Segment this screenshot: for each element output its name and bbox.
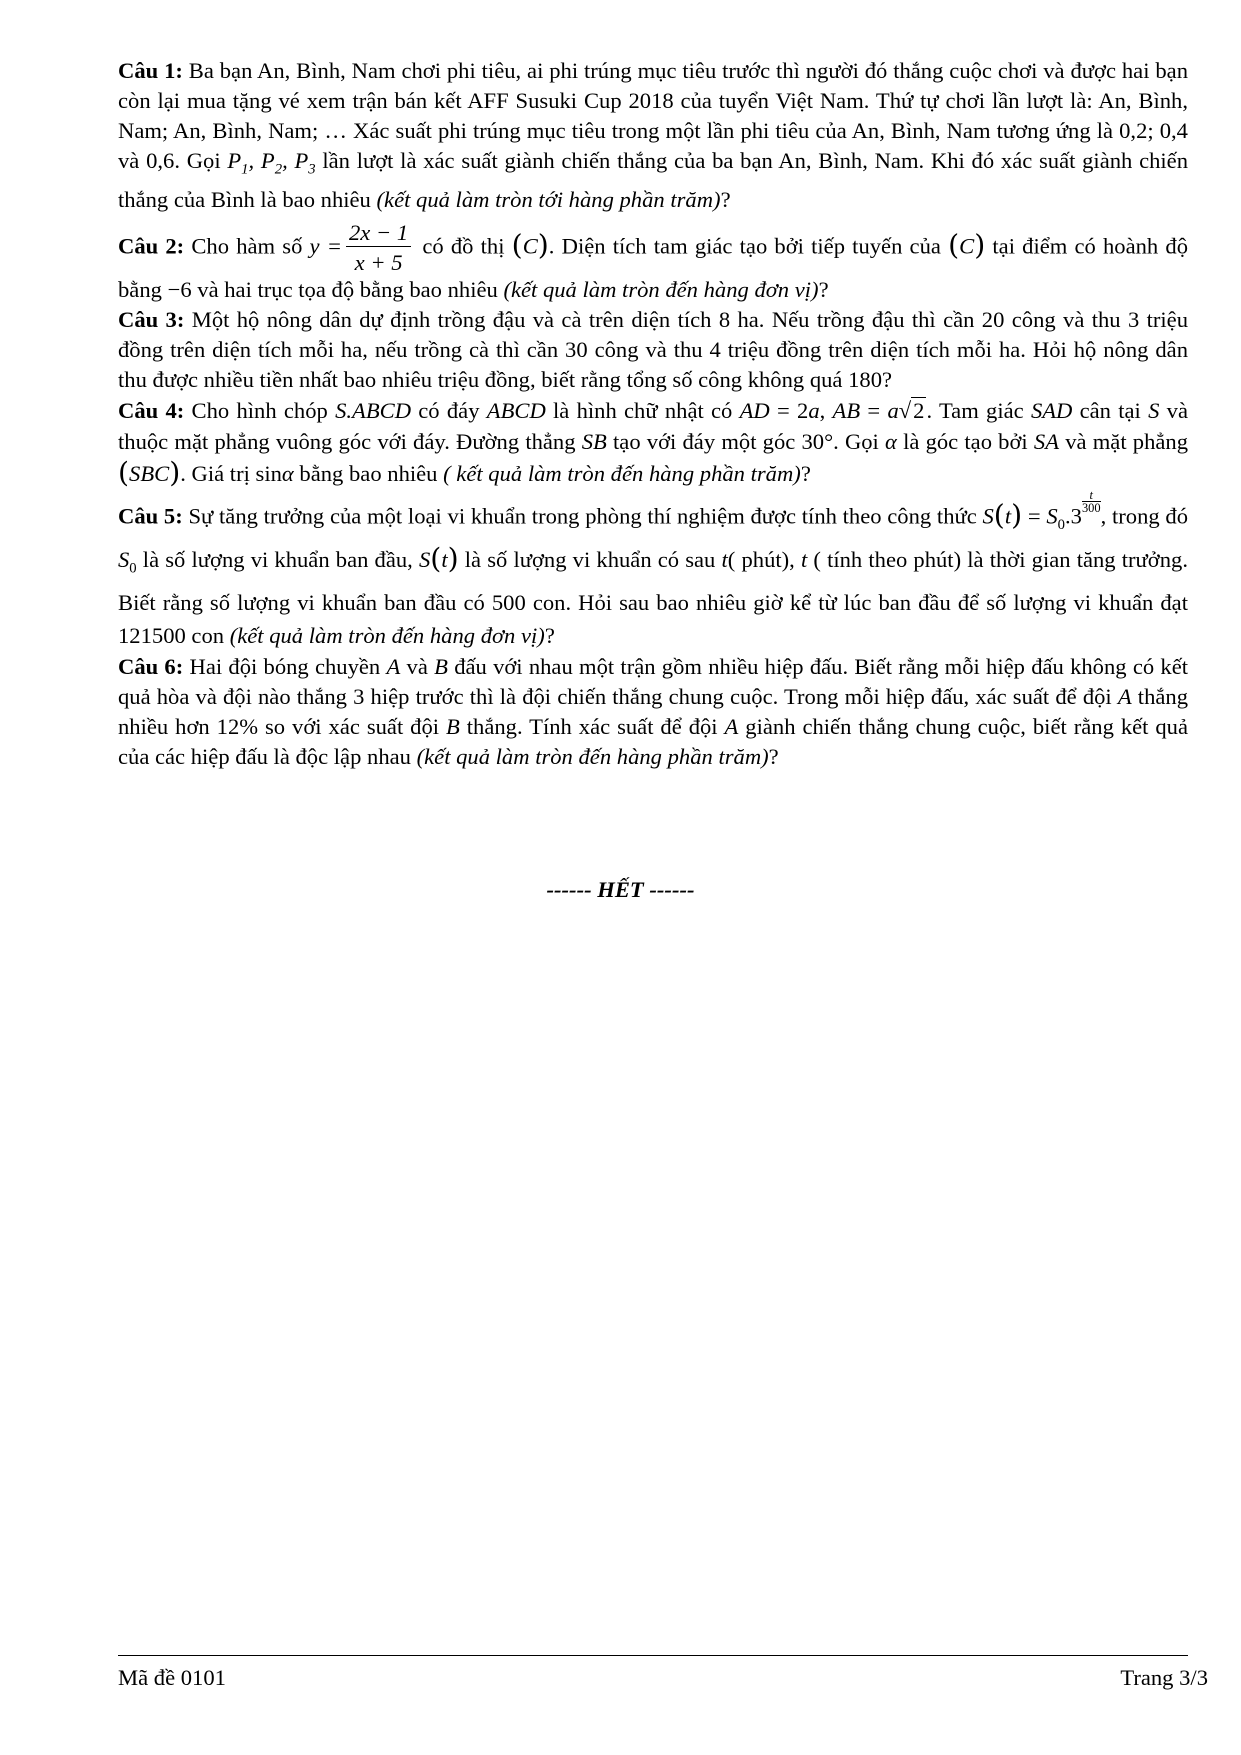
- exponent-fraction: $\frac{t}{300}$: [1081, 487, 1101, 516]
- question-label: Câu 6:: [118, 653, 184, 679]
- end-mark: ------ HẾT ------: [546, 877, 695, 902]
- question-6: Câu 6: Hai đội bóng chuyền A và B đấu với nhau một trận gồm nhiều hiệp đấu. Biết rằng mỗi hiệp đấu không có kết quả hòa và đội nào thắng 3 hiệp trước thì là đội chiến thắng chung cuộc. Trong mỗi hiệp đấu, xác suất để đội A thắng nhiều hơn 12% so với xác suất đội B thắng. Tính xác suất để đội A giành chiến thắng chung cuộc, biết rằng kết quả của các hiệp đấu là độc lập nhau (kết quả làm tròn đến hàng phần trăm)?: [118, 653, 1189, 769]
- page-number: Trang 3/3: [1120, 1665, 1208, 1690]
- page-footer: [118, 1665, 1208, 1691]
- question-label: Câu 1:: [118, 58, 183, 83]
- math-p1-p2-p3: $P_1$, $P_2$, $P_3$: [227, 148, 316, 178]
- fraction: $\frac{2x - 1}{x + 5}$: [346, 221, 411, 275]
- footer-divider: [118, 1655, 1188, 1656]
- question-4: Câu 4: Cho hình chóp S.ABCD có đáy ABCD là hình chữ nhật có AD = 2a, AB = a√2. Tam giác SAD cân tại S và thuộc mặt phẳng vuông góc với đáy. Đường thẳng SB tạo với đáy một góc 30°. Gọi α là góc tạo bởi SA và mặt phẳng (SBC). Giá trị sinα bằng bao nhiêu ( kết quả làm tròn đến hàng phần trăm)?: [118, 397, 1188, 489]
- question-5: Câu 5: Sự tăng trưởng của một loại vi khuẩn trong phòng thí nghiệm được tính theo công thức $S(t) = S_0.3$ $\frac{t}{300}$ , trong đó $S_0$ là số lượng vi khuẩn ban đầu, S(t) là số lượng vi khuẩn có sau t( phút), t ( tính theo phút) là thời gian tăng trưởng. Biết rằng số lượng vi khuẩn ban đầu có 500 con. Hỏi sau bao nhiêu giờ kể từ lúc ban đầu để số lượng vi khuẩn đạt 121500 con (kết quả làm tròn đến hàng đơn vị)?: [118, 487, 1188, 648]
- question-label: Câu 2:: [118, 232, 185, 258]
- question-2: Câu 2: Cho hàm số y = $\frac{2x - 1}{x + 5}$ có đồ thị (C). Diện tích tam giác tạo bởi tiếp tuyến của (C) tại điểm có hoành độ bằng −6 và hai trục tọa độ bằng bao nhiêu (kết quả làm tròn đến hàng đơn vị)?: [118, 219, 1188, 302]
- exam-code: Mã đề 0101: [118, 1665, 226, 1690]
- question-label: Câu 3:: [118, 306, 185, 332]
- question-1: Câu 1: Ba bạn An, Bình, Nam chơi phi tiêu, ai phi trúng mục tiêu trước thì người đó thắng cuộc chơi và được hai bạn còn lại mua tặng vé xem trận bán kết AFF Susuki Cup 2018 của tuyển Việt Nam. Thứ tự chơi lần lượt là: An, Bình, Nam; An, Bình, Nam; … Xác suất phi trúng mục tiêu trong một lần phi tiêu của An, Bình, Nam tương ứng là 0,2; 0,4 và 0,6. Gọi $P_1$, $P_2$, $P_3$ lần lượt là xác suất giành chiến thắng của ba bạn An, Bình, Nam. Khi đó xác suất giành chiến thắng của Bình là bao nhiêu (kết quả làm tròn tới hàng phần trăm)?: [118, 58, 1188, 212]
- exam-page: [118, 56, 1188, 772]
- question-3: Câu 3: Một hộ nông dân dự định trồng đậu và cà trên diện tích 8 ha. Nếu trồng đậu thì cần 20 công và thu 3 triệu đồng trên diện tích mỗi ha, nếu trồng cà thì cần 30 công và thu 4 triệu đồng trên diện tích mỗi ha. Hỏi hộ nông dân thu được nhiều tiền nhất bao nhiêu triệu đồng, biết rằng tổng số công không quá 180?: [118, 306, 1189, 392]
- question-label: Câu 5:: [118, 503, 183, 529]
- question-label: Câu 4:: [118, 397, 185, 423]
